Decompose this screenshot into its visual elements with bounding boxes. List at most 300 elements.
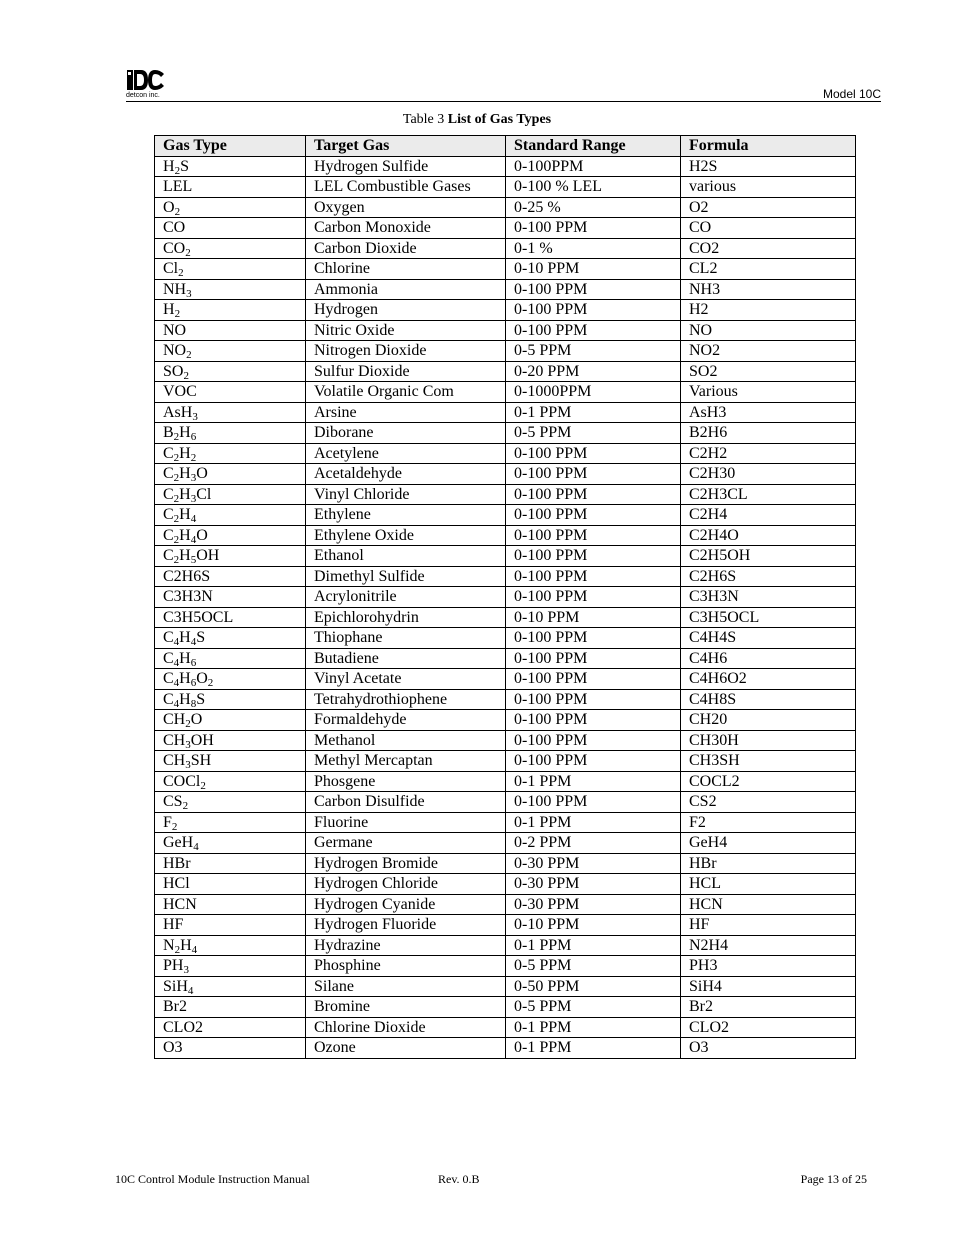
subscript: 2 [200,779,206,792]
table-row [155,710,856,731]
table-row [155,648,856,669]
formula-text: O [190,711,203,729]
formula-cell: C2H5OH [681,546,856,567]
table-row [155,505,856,526]
formula-text: GeH [163,834,194,852]
target-gas-cell: Phosphine [306,956,506,977]
target-gas-cell: Acetylene [306,443,506,464]
gas-type-cell [155,607,306,628]
formula-text: CH [163,752,186,770]
formula-text: C [163,506,174,524]
table-row [155,935,856,956]
table-row [155,361,856,382]
standard-range-cell: 0-5 PPM [506,341,681,362]
table-row [155,915,856,936]
formula-text: OH [196,547,220,565]
formula-cell: C3H3N [681,587,856,608]
table-row [155,894,856,915]
table-row [155,484,856,505]
formula-text: SO [163,362,184,380]
table-row [155,259,856,280]
standard-range-cell: 0-5 PPM [506,423,681,444]
subscript: 2 [185,246,191,259]
formula-text: H [179,649,191,667]
footer-page-number: Page 13 of 25 [800,1172,867,1186]
gas-type-cell [155,279,306,300]
target-gas-cell: Arsine [306,402,506,423]
subscript: 4 [173,636,180,648]
gas-type-cell [155,853,306,874]
table-row [155,525,856,546]
formula-cell: Br2 [681,997,856,1018]
subscript: 3 [186,287,192,300]
formula-cell: CH30H [681,730,856,751]
formula-text: H [179,465,191,483]
table-caption [0,112,954,128]
target-gas-cell: Formaldehyde [306,710,506,731]
gas-type-cell [155,341,306,362]
formula-text: C [163,485,174,503]
gas-type-cell [155,464,306,485]
standard-range-cell: 0-50 PPM [506,976,681,997]
gas-type-cell [155,197,306,218]
subscript: 2 [174,205,181,218]
formula-text: Cl [196,485,212,503]
subscript: 2 [178,267,184,279]
formula-cell: C4H6 [681,648,856,669]
formula-cell: COCL2 [681,771,856,792]
standard-range-cell: 0-100 PPM [506,484,681,505]
gas-type-cell [155,566,306,587]
target-gas-cell: Acetaldehyde [306,464,506,485]
subscript: 2 [173,451,180,464]
formula-text: HBr [163,854,191,872]
gas-type-cell [155,628,306,649]
formula-cell: AsH3 [681,402,856,423]
table-row [155,956,856,977]
table-row [155,279,856,300]
target-gas-cell: Ethylene [306,505,506,526]
gas-type-cell [155,894,306,915]
subscript: 3 [183,964,189,976]
formula-cell: NH3 [681,279,856,300]
gas-type-cell [155,402,306,423]
formula-text: H [163,157,175,175]
target-gas-cell: Vinyl Acetate [306,669,506,690]
standard-range-cell: 0-100 % LEL [506,177,681,198]
formula-text: HF [163,916,184,934]
subscript: 2 [174,164,181,177]
formula-cell: CO [681,218,856,239]
target-gas-cell: Volatile Organic Com [306,382,506,403]
formula-text: B [163,424,174,442]
formula-text: C3H5OCL [163,608,234,626]
formula-text: CS [163,793,183,811]
subscript: 2 [173,472,180,484]
standard-range-cell: 0-100 PPM [506,669,681,690]
subscript: 5 [190,554,197,566]
formula-cell: C2H30 [681,464,856,485]
subscript: 2 [173,554,180,566]
table-row [155,402,856,423]
formula-text: H [179,424,191,442]
table-row [155,464,856,485]
gas-type-cell [155,648,306,669]
table-row [155,874,856,895]
formula-text: H [163,301,175,319]
standard-range-cell: 0-5 PPM [506,956,681,977]
gas-type-cell [155,484,306,505]
formula-text: NO [163,342,187,360]
formula-text: H [179,485,191,503]
formula-cell: GeH4 [681,833,856,854]
formula-text: H [179,444,191,462]
formula-text: O3 [163,1039,183,1057]
target-gas-cell: Germane [306,833,506,854]
target-gas-cell: Dimethyl Sulfide [306,566,506,587]
gas-type-cell [155,997,306,1018]
standard-range-cell: 0-100PPM [506,156,681,177]
gas-type-cell [155,1038,306,1059]
standard-range-cell: 0-100 PPM [506,464,681,485]
subscript: 4 [193,841,199,853]
formula-cell: C4H8S [681,689,856,710]
gas-type-cell [155,792,306,813]
gas-type-cell [155,710,306,731]
standard-range-cell: 0-1 % [506,238,681,259]
standard-range-cell: 0-100 PPM [506,320,681,341]
formula-cell: CO2 [681,238,856,259]
formula-cell: C3H5OCL [681,607,856,628]
target-gas-cell: Tetrahydrothiophene [306,689,506,710]
subscript: 3 [190,492,197,505]
gas-type-cell [155,443,306,464]
table-row [155,833,856,854]
standard-range-cell: 0-100 PPM [506,648,681,669]
subscript: 4 [173,656,180,669]
formula-text: O [196,670,208,688]
subscript: 4 [191,943,198,956]
subscript: 6 [190,677,197,689]
gas-type-cell [155,156,306,177]
gas-type-cell [155,587,306,608]
table-row [155,238,856,259]
subscript: 4 [173,697,180,710]
gas-types-table [154,135,856,1059]
target-gas-cell: Hydrogen Sulfide [306,156,506,177]
formula-cell: HBr [681,853,856,874]
formula-cell: C4H4S [681,628,856,649]
formula-cell: N2H4 [681,935,856,956]
gas-type-cell [155,300,306,321]
target-gas-cell: Carbon Monoxide [306,218,506,239]
footer-revision: Rev. 0.B [438,1172,480,1186]
standard-range-cell: 0-2 PPM [506,833,681,854]
formula-text: C [163,690,174,708]
formula-text: C3H3N [163,588,213,606]
table-row [155,812,856,833]
formula-cell: CLO2 [681,1017,856,1038]
gas-type-cell [155,730,306,751]
target-gas-cell: Thiophane [306,628,506,649]
formula-text: AsH [163,403,193,421]
formula-text: SH [190,752,212,770]
formula-cell: HCN [681,894,856,915]
company-logo [126,68,166,100]
standard-range-cell: 0-30 PPM [506,853,681,874]
gas-type-cell [155,874,306,895]
target-gas-cell: Hydrogen Cyanide [306,894,506,915]
table-row [155,607,856,628]
formula-text: PH [163,957,184,975]
subscript: 2 [174,943,181,956]
logo-text: detcon inc. [126,92,160,99]
standard-range-cell: 0-100 PPM [506,792,681,813]
standard-range-cell: 0-100 PPM [506,751,681,772]
formula-cell: various [681,177,856,198]
target-gas-cell: Methanol [306,730,506,751]
formula-cell: C2H4 [681,505,856,526]
formula-cell: SiH4 [681,976,856,997]
formula-text: S [180,157,189,175]
detcon-logo-icon [126,68,166,92]
gas-type-cell [155,956,306,977]
subscript: 4 [190,513,197,525]
header-divider [126,101,881,102]
gas-type-cell [155,505,306,526]
subscript: 2 [183,369,189,382]
standard-range-cell: 0-1 PPM [506,1038,681,1059]
subscript: 3 [185,759,191,771]
formula-cell: F2 [681,812,856,833]
formula-text: C [163,465,174,483]
formula-cell: Various [681,382,856,403]
gas-type-cell [155,689,306,710]
target-gas-cell: Ethylene Oxide [306,525,506,546]
table-row [155,853,856,874]
standard-range-cell: 0-30 PPM [506,874,681,895]
gas-type-cell [155,218,306,239]
table-row [155,546,856,567]
table-row [155,628,856,649]
table-row [155,177,856,198]
formula-cell: C4H6O2 [681,669,856,690]
formula-cell: B2H6 [681,423,856,444]
table-row [155,751,856,772]
table-row [155,669,856,690]
formula-cell: HF [681,915,856,936]
standard-range-cell: 0-100 PPM [506,546,681,567]
standard-range-cell: 0-100 PPM [506,525,681,546]
formula-text: F [163,813,172,831]
column-header: Formula [681,136,856,157]
column-header: Gas Type [155,136,306,157]
formula-text: C [163,629,174,647]
formula-text: C [163,526,174,544]
subscript: 2 [173,533,180,546]
formula-text: COCl [163,772,201,790]
standard-range-cell: 0-10 PPM [506,259,681,280]
formula-cell: CL2 [681,259,856,280]
table-body [155,156,856,1058]
table-row [155,792,856,813]
formula-cell: H2S [681,156,856,177]
standard-range-cell: 0-100 PPM [506,505,681,526]
standard-range-cell: 0-1 PPM [506,402,681,423]
column-header: Standard Range [506,136,681,157]
subscript: 8 [190,697,197,710]
formula-text: CH [163,731,186,749]
standard-range-cell: 0-5 PPM [506,997,681,1018]
formula-text: HCl [163,875,190,893]
gas-type-cell [155,833,306,854]
gas-type-cell [155,525,306,546]
standard-range-cell: 0-1000PPM [506,382,681,403]
table-row [155,156,856,177]
table-row [155,443,856,464]
standard-range-cell: 0-100 PPM [506,730,681,751]
caption-prefix: Table 3 [402,112,445,127]
gas-type-cell [155,771,306,792]
formula-text: CH [163,711,186,729]
standard-range-cell: 0-1 PPM [506,935,681,956]
target-gas-cell: Chlorine Dioxide [306,1017,506,1038]
target-gas-cell: Ozone [306,1038,506,1059]
table-row [155,689,856,710]
caption-title: List of Gas Types [447,112,552,127]
table-header-row [155,136,856,157]
standard-range-cell: 0-100 PPM [506,689,681,710]
standard-range-cell: 0-100 PPM [506,628,681,649]
gas-type-cell [155,423,306,444]
gas-type-cell [155,361,306,382]
subscript: 4 [190,636,197,648]
gas-type-cell [155,751,306,772]
table-row [155,587,856,608]
formula-text: NO [163,321,187,339]
standard-range-cell: 0-100 PPM [506,218,681,239]
standard-range-cell: 0-100 PPM [506,279,681,300]
formula-cell: CS2 [681,792,856,813]
gas-type-cell [155,812,306,833]
formula-text: H [179,629,191,647]
standard-range-cell: 0-10 PPM [506,915,681,936]
target-gas-cell: Hydrogen Chloride [306,874,506,895]
target-gas-cell: LEL Combustible Gases [306,177,506,198]
subscript: 2 [171,820,178,833]
formula-cell: NO [681,320,856,341]
gas-type-cell [155,259,306,280]
target-gas-cell: Butadiene [306,648,506,669]
subscript: 4 [190,533,197,546]
formula-text: Br2 [163,998,187,1016]
subscript: 6 [190,656,197,669]
target-gas-cell: Diborane [306,423,506,444]
formula-text: C [163,444,174,462]
formula-text: N [163,936,175,954]
standard-range-cell: 0-10 PPM [506,607,681,628]
standard-range-cell: 0-100 PPM [506,566,681,587]
gas-type-cell [155,1017,306,1038]
subscript: 6 [190,431,197,443]
subscript: 3 [190,472,197,484]
target-gas-cell: Chlorine [306,259,506,280]
formula-text: LEL [163,178,193,196]
formula-text: H [180,936,192,954]
formula-cell: NO2 [681,341,856,362]
formula-text: C [163,547,174,565]
subscript: 2 [185,718,191,730]
target-gas-cell: Methyl Mercaptan [306,751,506,772]
subscript: 2 [207,677,214,689]
formula-text: S [196,629,206,647]
target-gas-cell: Bromine [306,997,506,1018]
subscript: 2 [174,308,181,320]
target-gas-cell: Ammonia [306,279,506,300]
standard-range-cell: 0-100 PPM [506,587,681,608]
table-row [155,320,856,341]
formula-text: H [179,506,191,524]
standard-range-cell: 0-100 PPM [506,300,681,321]
standard-range-cell: 0-1 PPM [506,812,681,833]
subscript: 2 [173,431,180,443]
target-gas-cell: Hydrogen [306,300,506,321]
formula-text: CLO2 [163,1018,203,1036]
formula-cell: SO2 [681,361,856,382]
table-row [155,1038,856,1059]
table-row [155,976,856,997]
target-gas-cell: Acrylonitrile [306,587,506,608]
target-gas-cell: Nitrogen Dioxide [306,341,506,362]
subscript: 3 [185,738,191,751]
gas-type-cell [155,238,306,259]
table-row [155,997,856,1018]
footer-manual-title: 10C Control Module Instruction Manual [115,1172,310,1186]
subscript: 4 [187,984,194,997]
formula-cell: C2H3CL [681,484,856,505]
formula-text: O [163,198,175,216]
formula-cell: C2H4O [681,525,856,546]
formula-text: VOC [163,383,197,401]
gas-type-cell [155,320,306,341]
target-gas-cell: Epichlorohydrin [306,607,506,628]
gas-type-cell [155,177,306,198]
subscript: 2 [182,800,189,812]
subscript: 4 [173,677,180,689]
standard-range-cell: 0-20 PPM [506,361,681,382]
standard-range-cell: 0-1 PPM [506,1017,681,1038]
gas-type-cell [155,976,306,997]
standard-range-cell: 0-1 PPM [506,771,681,792]
formula-text: Cl [163,260,179,278]
target-gas-cell: Vinyl Chloride [306,484,506,505]
gas-type-cell [155,915,306,936]
target-gas-cell: Fluorine [306,812,506,833]
gas-type-cell [155,669,306,690]
formula-text: OH [190,731,214,749]
table-row [155,300,856,321]
formula-text: H [179,690,191,708]
target-gas-cell: Hydrogen Bromide [306,853,506,874]
table-row [155,218,856,239]
formula-text: HCN [163,895,197,913]
formula-cell: C2H2 [681,443,856,464]
formula-text: O [196,526,208,544]
table-row [155,1017,856,1038]
subscript: 2 [186,349,192,361]
target-gas-cell: Nitric Oxide [306,320,506,341]
formula-cell: O2 [681,197,856,218]
